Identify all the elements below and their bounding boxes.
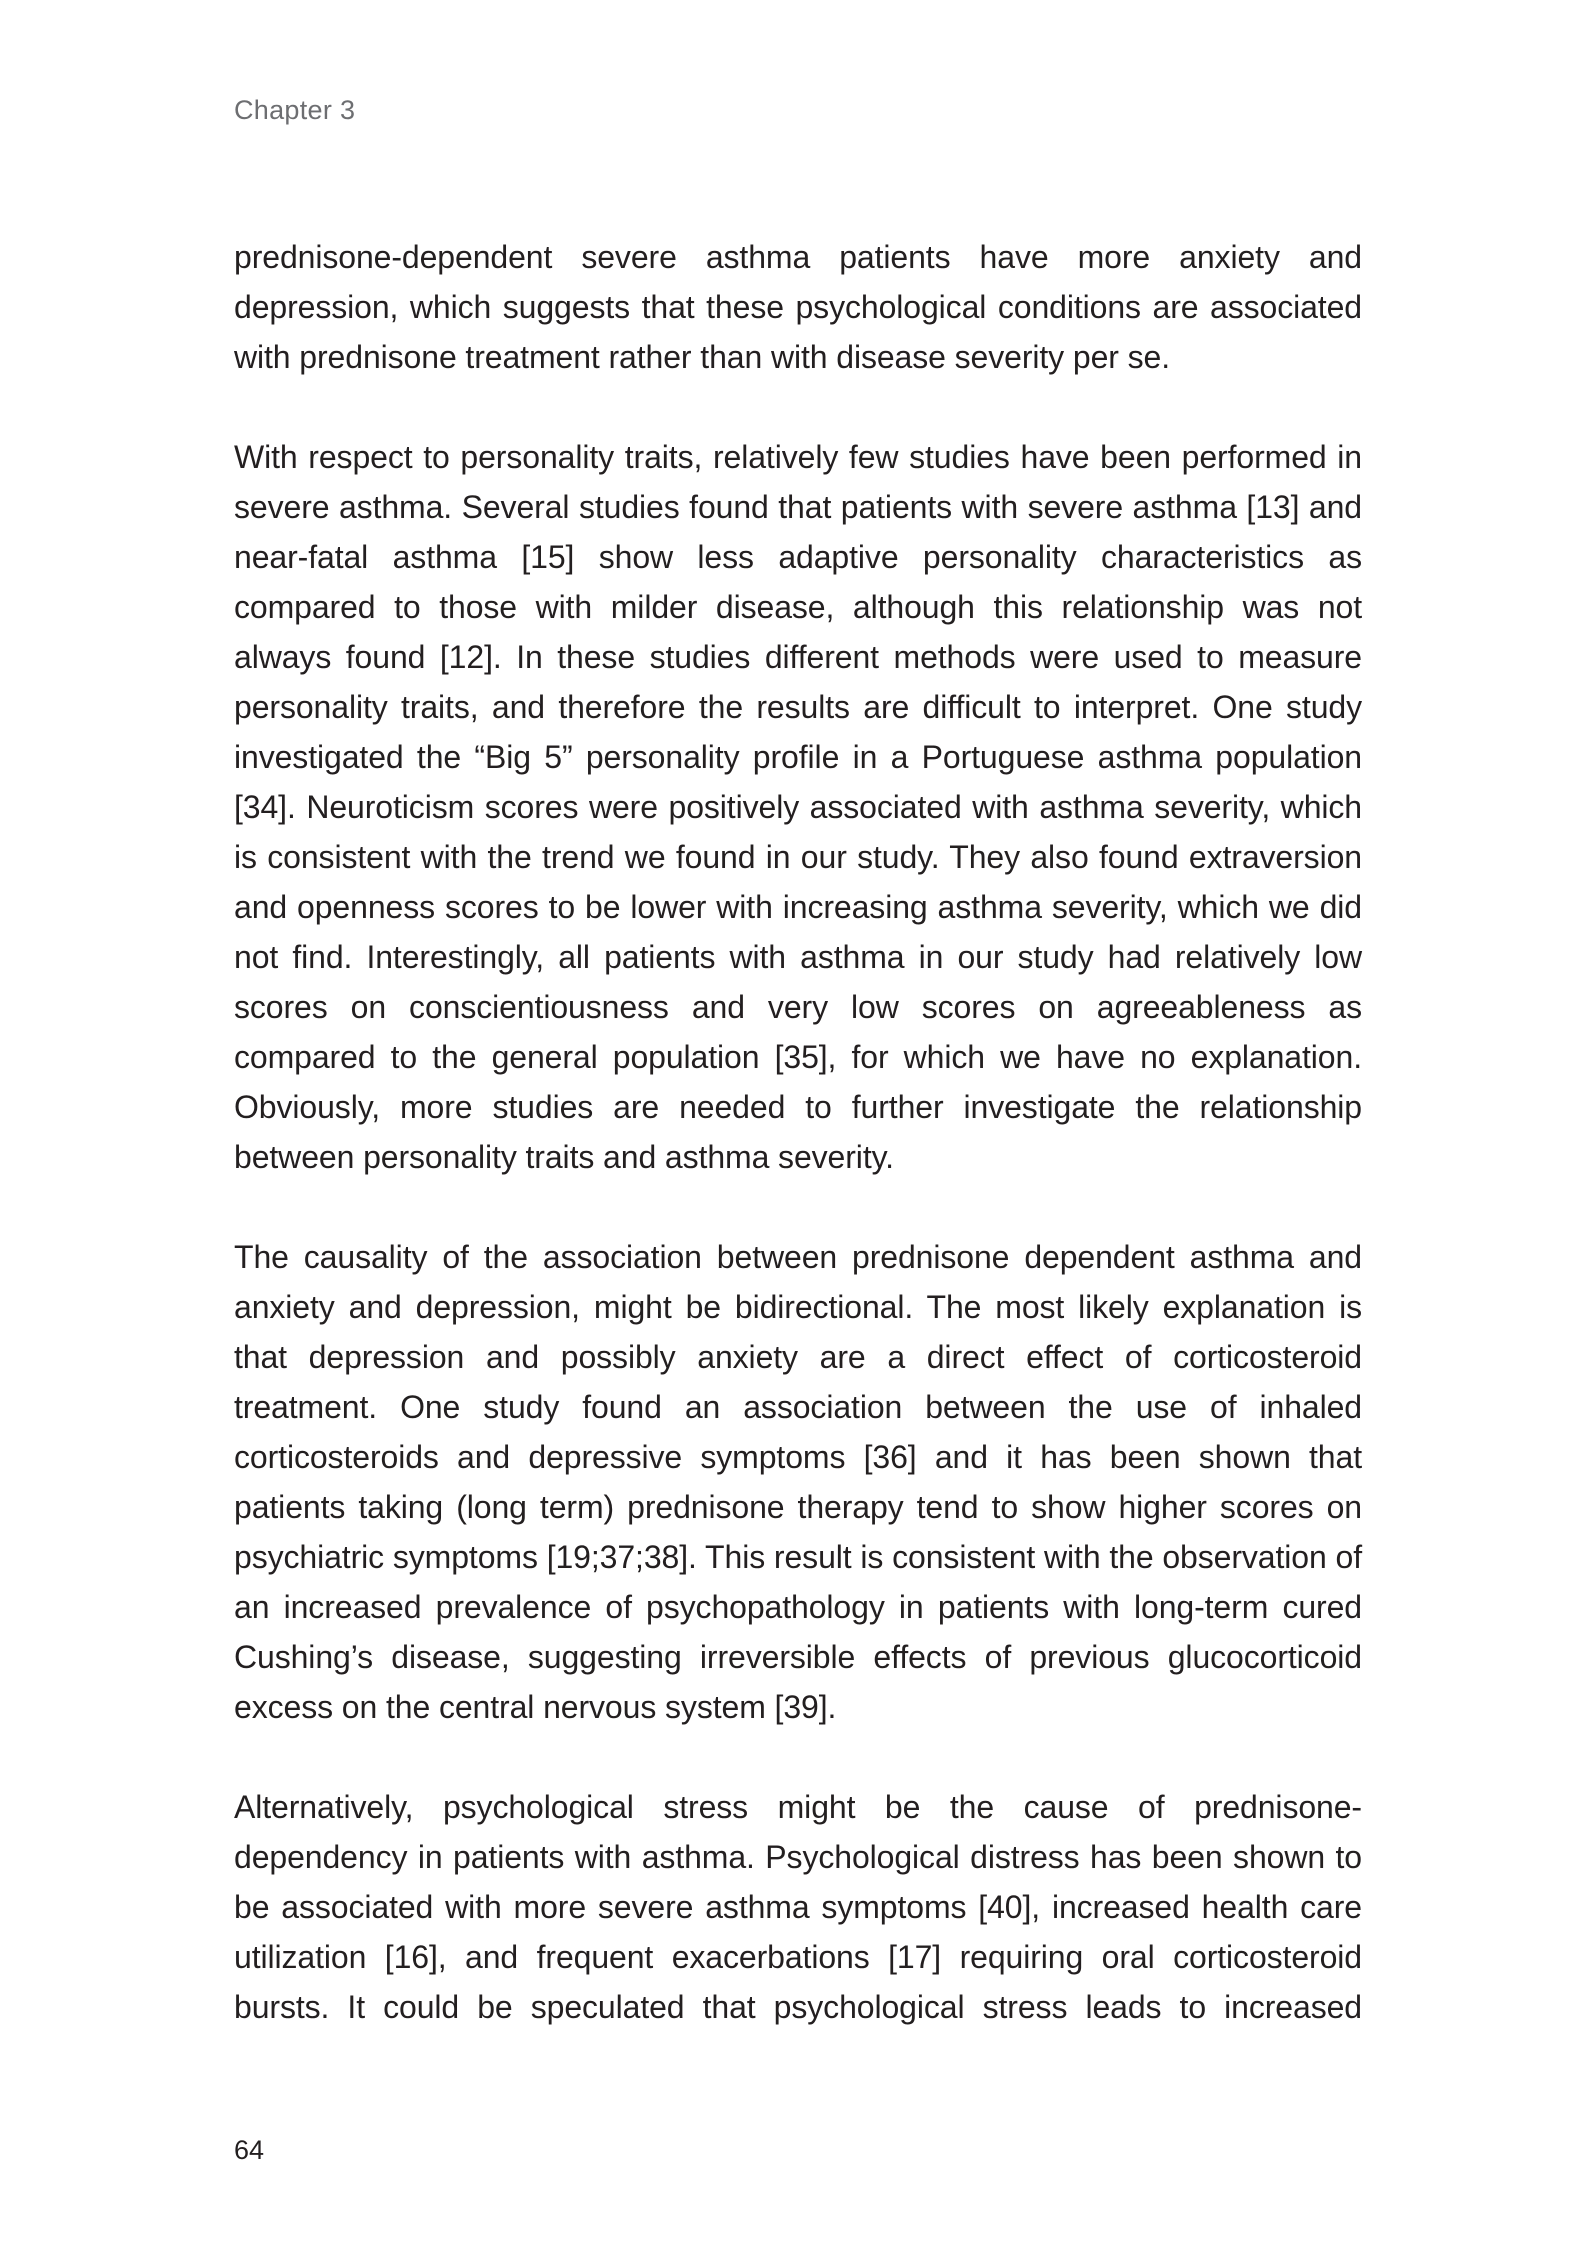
- paragraph-3: The causality of the association between prednisone dependent asthma and anxiety and depression, might be bidirectional. The most likely explanation is that depression and possibly anxiety are a direct effect of corticosteroid treatment. One study found an association between the use of inhaled corticosteroids and depressive symptoms [36] and it has been shown that patients taking (long term) prednisone therapy tend to show higher scores on psychiatric symptoms [19;37;38]. This result is consistent with the observation of an increased prevalence of psychopathology in patients with long-term cured Cushing’s disease, suggesting irreversible effects of previous glucocorticoid excess on the central nervous system [39].: [234, 1239, 1362, 1725]
- paragraph-2: With respect to personality traits, relatively few studies have been performed in severe asthma. Several studies found that patients with severe asthma [13] and near-fatal asthma [15] show less adaptive personality characteristics as compared to those with milder disease, although this relationship was not always found [12]. In these studies different methods were used to measure personality traits, and therefore the results are difficult to interpret. One study investigated the “Big 5” personality profile in a Portuguese asthma population [34]. Neuroticism scores were positively associated with asthma severity, which is consistent with the trend we found in our study. They also found extraversion and openness scores to be lower with increasing asthma severity, which we did not find. Interestingly, all patients with asthma in our study had relatively low scores on conscientiousness and very low scores on agreeableness as compared to the general population [35], for which we have no explanation. Obviously, more studies are needed to further investigate the relationship between personality traits and asthma severity.: [234, 439, 1362, 1175]
- paragraph-4: Alternatively, psychological stress might be the cause of prednisone-dependency in patients with asthma. Psychological distress has been shown to be associated with more severe asthma symptoms [40], increased health care utilization [16], and frequent exacerbations [17] requiring oral corticosteroid bursts. It could be speculated that psychological stress leads to increased: [234, 1789, 1362, 2025]
- body-text: [234, 232, 1362, 2082]
- page-number: 64: [234, 2135, 265, 2165]
- running-head: Chapter 3: [234, 95, 356, 125]
- paragraph-1: prednisone-dependent severe asthma patients have more anxiety and depression, which suggests that these psychological conditions are associated with prednisone treatment rather than with disease severity per se.: [234, 239, 1362, 375]
